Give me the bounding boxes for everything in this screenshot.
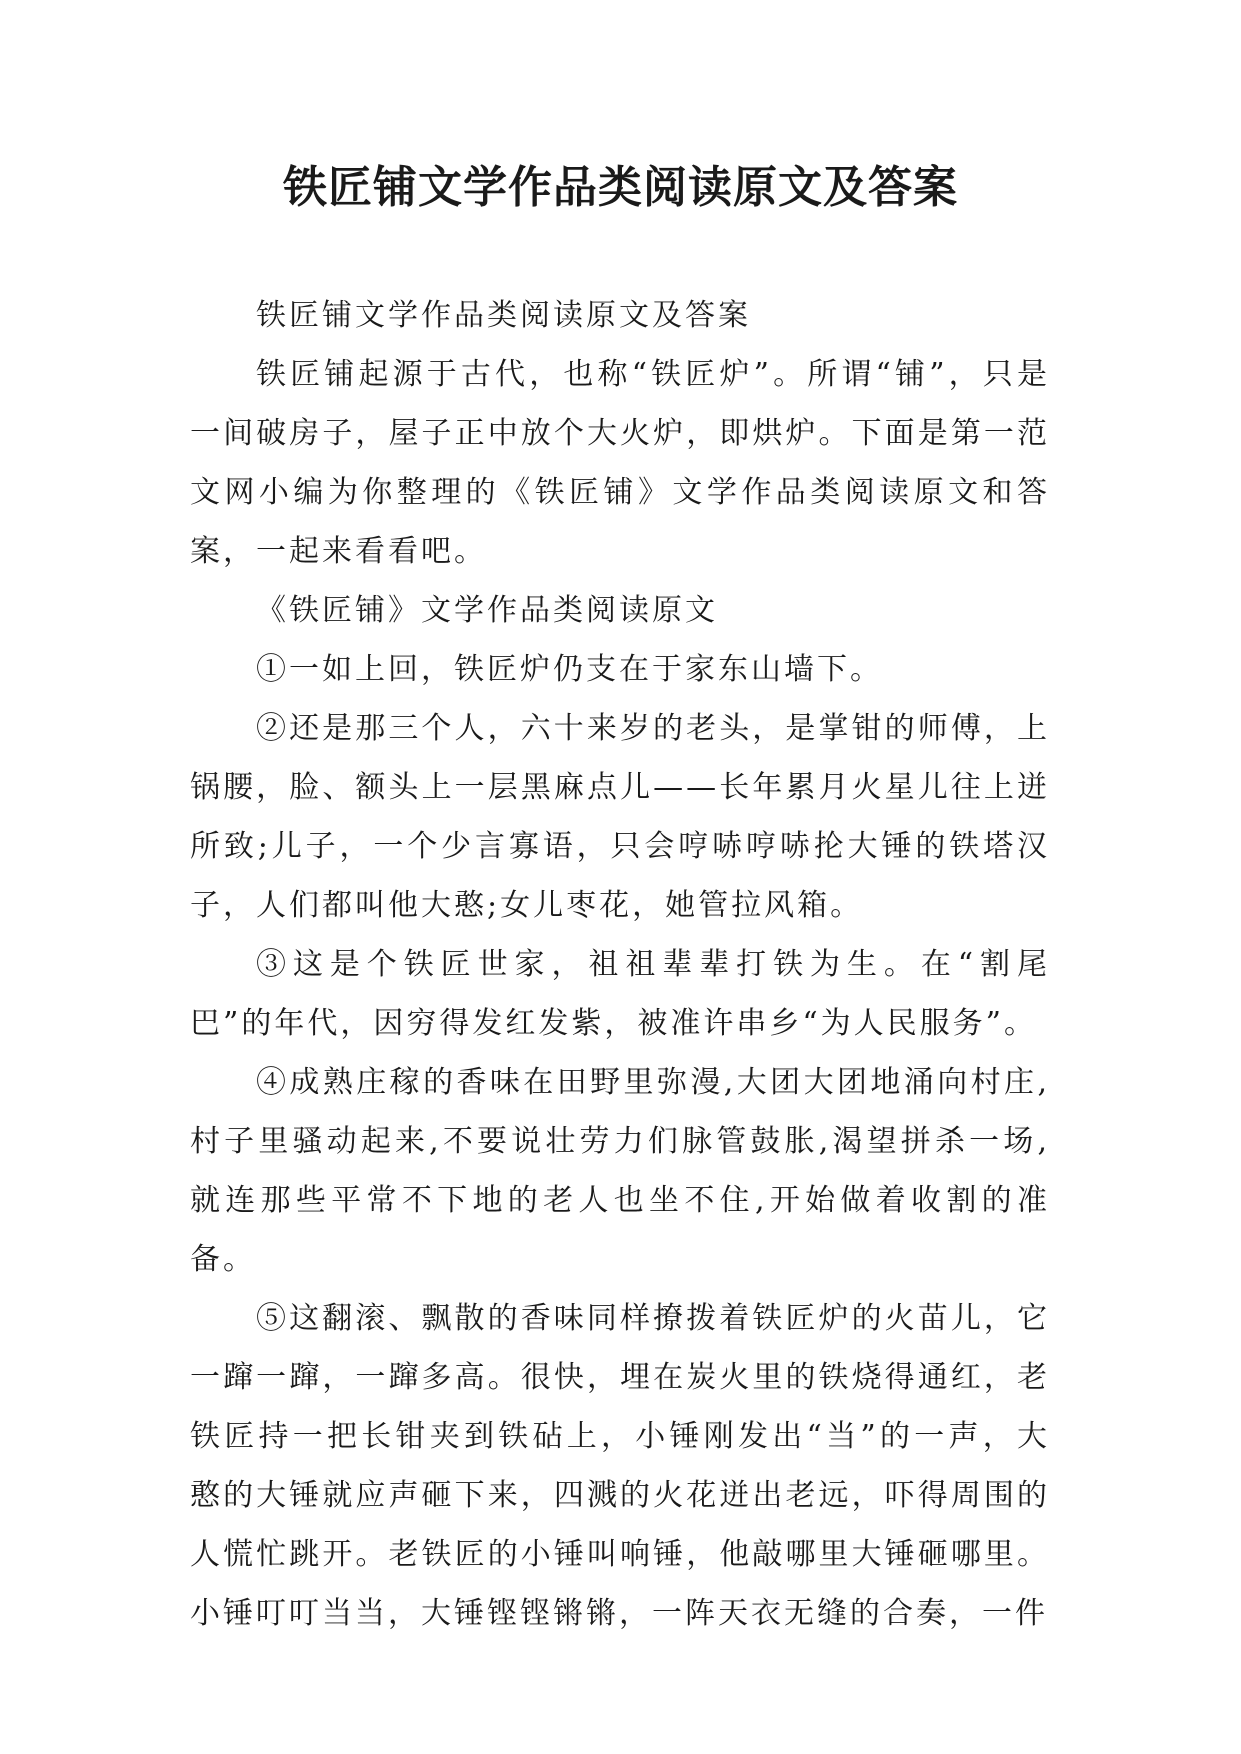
- document-title: 铁匠铺文学作品类阅读原文及答案: [283, 162, 958, 213]
- paragraph-5: ⑤这翻滚、飘散的香味同样撩拨着铁匠炉的火苗儿，它一蹿一蹿，一蹿多高。很快，埋在炭火里的铁烧得通红，老铁匠持一把长钳夹到铁砧上，小锤刚发出“当”的一声，大憨的大锤就应声砸下来，四溅的火花迸出老远，吓得周围的人慌忙跳开。老铁匠的小锤叫响锤，他敲哪里大锤砸哪里。小锤叮叮当当，大锤铿铿锵锵，一阵天衣无缝的合奏，一件: [190, 1301, 1050, 1631]
- paragraph-intro: 铁匠铺起源于古代，也称“铁匠炉”。所谓“铺”，只是一间破房子，屋子正中放个大火炉，即烘炉。下面是第一范文网小编为你整理的《铁匠铺》文学作品类阅读原文和答案，一起来看看吧。: [190, 357, 1050, 569]
- paragraph-3: ③这是个铁匠世家，祖祖辈辈打铁为生。在“割尾巴”的年代，因穷得发红发紫，被准许串乡“为人民服务”。: [190, 947, 1050, 1041]
- paragraph-section-heading: 《铁匠铺》文学作品类阅读原文: [256, 593, 718, 628]
- paragraph-1: ①一如上回，铁匠炉仍支在于家东山墙下。: [256, 652, 883, 687]
- paragraph-4: ④成熟庄稼的香味在田野里弥漫,大团大团地涌向村庄,村子里骚动起来,不要说壮劳力们脉管鼓胀,渴望拼杀一场,就连那些平常不下地的老人也坐不住,开始做着收割的准备。: [190, 1065, 1050, 1277]
- document-body: [190, 286, 1050, 1643]
- paragraph-subtitle: 铁匠铺文学作品类阅读原文及答案: [256, 298, 751, 333]
- paragraph-2: ②还是那三个人，六十来岁的老头，是掌钳的师傅，上锅腰，脸、额头上一层黑麻点儿——长年累月火星儿往上迸所致;儿子，一个少言寡语，只会哼哧哼哧抡大锤的铁塔汉子，人们都叫他大憨;女儿枣花，她管拉风箱。: [190, 711, 1050, 923]
